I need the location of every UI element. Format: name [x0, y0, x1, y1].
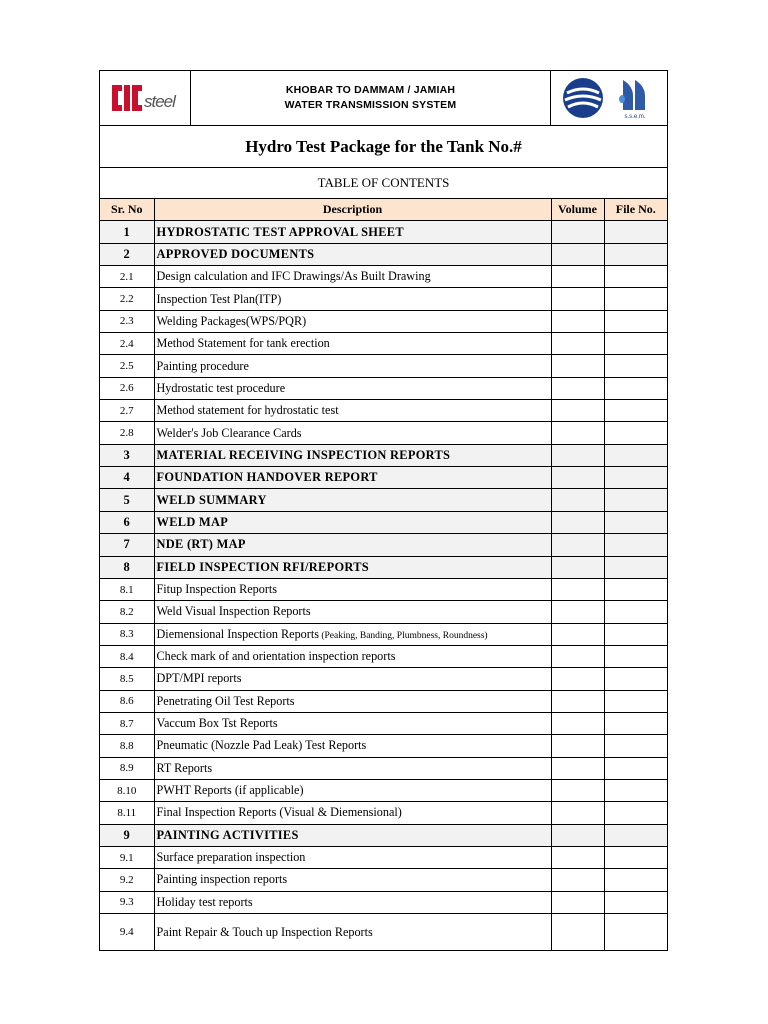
- row-volume-cell: [551, 444, 604, 466]
- row-number: 2.6: [100, 377, 154, 399]
- row-description: [154, 869, 551, 891]
- section-row: [100, 444, 667, 466]
- row-description: [154, 779, 551, 801]
- table-row: [100, 601, 667, 623]
- table-row: [100, 802, 667, 824]
- row-file-no-cell: [604, 869, 667, 891]
- cic-steel-logo: [100, 71, 191, 125]
- row-description: [154, 914, 551, 951]
- row-description: [154, 757, 551, 779]
- table-header-row: [100, 199, 667, 221]
- row-volume-cell: [551, 735, 604, 757]
- row-number: 8.8: [100, 735, 154, 757]
- project-title: [191, 71, 550, 125]
- row-description: [154, 690, 551, 712]
- row-description-text: Welding Packages(WPS/PQR): [156, 313, 307, 328]
- row-number: 2.7: [100, 400, 154, 422]
- column-header-volume: Volume: [551, 199, 604, 221]
- row-description-text: Holiday test reports: [156, 894, 253, 909]
- row-description-text: Paint Repair & Touch up Inspection Reports: [156, 924, 373, 939]
- toc-heading: TABLE OF CONTENTS: [100, 168, 667, 199]
- row-description-text: Design calculation and IFC Drawings/As Built Drawing: [156, 269, 431, 284]
- row-description: [154, 288, 551, 310]
- row-description-text: DPT/MPI reports: [156, 671, 242, 686]
- row-file-no-cell: [604, 288, 667, 310]
- table-row: [100, 333, 667, 355]
- row-description-text: WELD SUMMARY: [156, 492, 267, 507]
- row-number: 8.10: [100, 779, 154, 801]
- header: [100, 71, 667, 126]
- row-volume-cell: [551, 846, 604, 868]
- row-description-text: MATERIAL RECEIVING INSPECTION REPORTS: [156, 447, 451, 462]
- row-volume-cell: [551, 467, 604, 489]
- row-file-no-cell: [604, 757, 667, 779]
- table-row: [100, 623, 667, 645]
- row-number: 7: [100, 534, 154, 556]
- row-volume-cell: [551, 534, 604, 556]
- row-number: 8.7: [100, 712, 154, 734]
- row-description: [154, 489, 551, 511]
- row-number: 5: [100, 489, 154, 511]
- row-volume-cell: [551, 556, 604, 578]
- row-number: 9: [100, 824, 154, 846]
- row-volume-cell: [551, 511, 604, 533]
- row-file-no-cell: [604, 735, 667, 757]
- row-description-text: Final Inspection Reports (Visual & Diemensional): [156, 805, 402, 820]
- row-number: 2.1: [100, 266, 154, 288]
- row-description-text: HYDROSTATIC TEST APPROVAL SHEET: [156, 224, 404, 239]
- row-file-no-cell: [604, 891, 667, 913]
- row-file-no-cell: [604, 601, 667, 623]
- column-header-sr-no: Sr. No: [100, 199, 154, 221]
- row-volume-cell: [551, 333, 604, 355]
- row-file-no-cell: [604, 444, 667, 466]
- row-description-text: Check mark of and orientation inspection reports: [156, 649, 396, 664]
- section-row: [100, 243, 667, 265]
- row-number: 8.6: [100, 690, 154, 712]
- row-description-text: Surface preparation inspection: [156, 850, 306, 865]
- column-header-description: Description: [154, 199, 551, 221]
- row-volume-cell: [551, 712, 604, 734]
- row-file-no-cell: [604, 623, 667, 645]
- row-number: 9.3: [100, 891, 154, 913]
- row-number: 9.4: [100, 914, 154, 951]
- row-description-text: FOUNDATION HANDOVER REPORT: [156, 470, 378, 485]
- row-description-text: Diemensional Inspection Reports: [156, 626, 319, 641]
- row-description-text: Welder's Job Clearance Cards: [156, 425, 302, 440]
- table-row: [100, 288, 667, 310]
- row-description: [154, 266, 551, 288]
- row-volume-cell: [551, 690, 604, 712]
- row-volume-cell: [551, 355, 604, 377]
- ssem-logo: [613, 76, 657, 120]
- row-description: [154, 824, 551, 846]
- row-description-text: Pneumatic (Nozzle Pad Leak) Test Reports: [156, 738, 367, 753]
- row-description: [154, 355, 551, 377]
- row-file-no-cell: [604, 779, 667, 801]
- row-number: 2: [100, 243, 154, 265]
- row-description: [154, 601, 551, 623]
- row-number: 8.9: [100, 757, 154, 779]
- row-description-text: Method Statement for tank erection: [156, 336, 330, 351]
- section-row: [100, 556, 667, 578]
- row-description-note: (Peaking, Banding, Plumbness, Roundness): [318, 630, 488, 641]
- row-number: 8.5: [100, 668, 154, 690]
- row-number: 8.4: [100, 645, 154, 667]
- row-description: [154, 400, 551, 422]
- row-file-no-cell: [604, 556, 667, 578]
- row-description-text: Vaccum Box Tst Reports: [156, 716, 278, 731]
- row-description: [154, 333, 551, 355]
- row-description: [154, 802, 551, 824]
- row-volume-cell: [551, 757, 604, 779]
- row-file-no-cell: [604, 489, 667, 511]
- row-volume-cell: [551, 310, 604, 332]
- row-file-no-cell: [604, 690, 667, 712]
- table-row: [100, 869, 667, 891]
- row-number: 8.1: [100, 578, 154, 600]
- row-volume-cell: [551, 891, 604, 913]
- table-row: [100, 645, 667, 667]
- row-number: 2.3: [100, 310, 154, 332]
- row-volume-cell: [551, 824, 604, 846]
- row-file-no-cell: [604, 511, 667, 533]
- row-description-text: Painting inspection reports: [156, 872, 288, 887]
- section-row: [100, 467, 667, 489]
- row-file-no-cell: [604, 534, 667, 556]
- row-number: 8.2: [100, 601, 154, 623]
- table-row: [100, 266, 667, 288]
- table-row: [100, 668, 667, 690]
- row-file-no-cell: [604, 846, 667, 868]
- row-number: 8.11: [100, 802, 154, 824]
- row-volume-cell: [551, 377, 604, 399]
- table-row: [100, 422, 667, 444]
- row-description: [154, 534, 551, 556]
- row-file-no-cell: [604, 333, 667, 355]
- row-file-no-cell: [604, 802, 667, 824]
- row-file-no-cell: [604, 243, 667, 265]
- row-volume-cell: [551, 288, 604, 310]
- row-volume-cell: [551, 914, 604, 951]
- row-number: 3: [100, 444, 154, 466]
- row-description: [154, 623, 551, 645]
- row-description: [154, 310, 551, 332]
- row-description: [154, 422, 551, 444]
- row-file-no-cell: [604, 221, 667, 243]
- row-file-no-cell: [604, 712, 667, 734]
- svg-text:steel: steel: [144, 92, 175, 111]
- row-description: [154, 221, 551, 243]
- document-sheet: [99, 70, 668, 951]
- table-row: [100, 690, 667, 712]
- row-description: [154, 645, 551, 667]
- row-description-text: WELD MAP: [156, 514, 229, 529]
- section-row: [100, 489, 667, 511]
- row-description-text: APPROVED DOCUMENTS: [156, 246, 315, 261]
- row-number: 2.2: [100, 288, 154, 310]
- table-row: [100, 377, 667, 399]
- row-number: 2.4: [100, 333, 154, 355]
- row-number: 6: [100, 511, 154, 533]
- row-volume-cell: [551, 422, 604, 444]
- row-description: [154, 511, 551, 533]
- section-row: [100, 221, 667, 243]
- client-logos: [550, 71, 667, 125]
- toc-table: [100, 199, 667, 950]
- row-volume-cell: [551, 400, 604, 422]
- table-row: [100, 400, 667, 422]
- project-title-line1: KHOBAR TO DAMMAM / JAMIAH: [285, 84, 456, 96]
- row-file-no-cell: [604, 266, 667, 288]
- row-file-no-cell: [604, 578, 667, 600]
- row-description: [154, 377, 551, 399]
- row-file-no-cell: [604, 824, 667, 846]
- table-row: [100, 310, 667, 332]
- row-file-no-cell: [604, 914, 667, 951]
- row-description: [154, 444, 551, 466]
- row-description: [154, 578, 551, 600]
- row-file-no-cell: [604, 355, 667, 377]
- page-title: Hydro Test Package for the Tank No.#: [100, 126, 667, 168]
- row-volume-cell: [551, 668, 604, 690]
- row-description: [154, 556, 551, 578]
- table-row: [100, 735, 667, 757]
- row-description-text: Method statement for hydrostatic test: [156, 403, 339, 418]
- row-description: [154, 735, 551, 757]
- row-number: 9.2: [100, 869, 154, 891]
- row-description-text: Inspection Test Plan(ITP): [156, 291, 282, 306]
- ssem-logo-text: s.s.e.m.: [624, 114, 646, 120]
- row-volume-cell: [551, 802, 604, 824]
- table-row: [100, 578, 667, 600]
- row-description: [154, 467, 551, 489]
- row-description-text: Hydrostatic test procedure: [156, 380, 286, 395]
- row-description-text: PAINTING ACTIVITIES: [156, 827, 299, 842]
- table-body: [100, 221, 667, 950]
- table-row: [100, 712, 667, 734]
- row-volume-cell: [551, 489, 604, 511]
- row-number: 8.3: [100, 623, 154, 645]
- row-volume-cell: [551, 779, 604, 801]
- row-description-text: NDE (RT) MAP: [156, 537, 246, 552]
- row-volume-cell: [551, 645, 604, 667]
- row-number: 4: [100, 467, 154, 489]
- table-row: [100, 846, 667, 868]
- row-volume-cell: [551, 623, 604, 645]
- row-number: 2.5: [100, 355, 154, 377]
- row-file-no-cell: [604, 377, 667, 399]
- row-volume-cell: [551, 578, 604, 600]
- table-row: [100, 779, 667, 801]
- row-file-no-cell: [604, 645, 667, 667]
- row-volume-cell: [551, 221, 604, 243]
- section-row: [100, 824, 667, 846]
- table-row: [100, 757, 667, 779]
- row-number: 8: [100, 556, 154, 578]
- section-row: [100, 511, 667, 533]
- row-file-no-cell: [604, 310, 667, 332]
- row-file-no-cell: [604, 422, 667, 444]
- row-file-no-cell: [604, 668, 667, 690]
- row-description: [154, 891, 551, 913]
- row-description-text: RT Reports: [156, 760, 213, 775]
- row-volume-cell: [551, 266, 604, 288]
- column-header-file-no: File No.: [604, 199, 667, 221]
- row-description-text: FIELD INSPECTION RFI/REPORTS: [156, 559, 369, 574]
- row-description: [154, 243, 551, 265]
- row-description: [154, 668, 551, 690]
- row-description: [154, 712, 551, 734]
- row-volume-cell: [551, 243, 604, 265]
- section-row: [100, 534, 667, 556]
- row-description-text: Weld Visual Inspection Reports: [156, 604, 311, 619]
- project-title-line2: WATER TRANSMISSION SYSTEM: [284, 99, 457, 111]
- row-description: [154, 846, 551, 868]
- row-number: 9.1: [100, 846, 154, 868]
- table-row: [100, 914, 667, 951]
- water-authority-logo: [561, 76, 605, 120]
- row-volume-cell: [551, 869, 604, 891]
- row-description-text: Painting procedure: [156, 358, 249, 373]
- row-number: 1: [100, 221, 154, 243]
- table-row: [100, 355, 667, 377]
- row-file-no-cell: [604, 400, 667, 422]
- row-number: 2.8: [100, 422, 154, 444]
- row-description-text: PWHT Reports (if applicable): [156, 783, 304, 798]
- table-row: [100, 891, 667, 913]
- row-description-text: Fitup Inspection Reports: [156, 582, 278, 597]
- row-file-no-cell: [604, 467, 667, 489]
- row-volume-cell: [551, 601, 604, 623]
- row-description-text: Penetrating Oil Test Reports: [156, 693, 295, 708]
